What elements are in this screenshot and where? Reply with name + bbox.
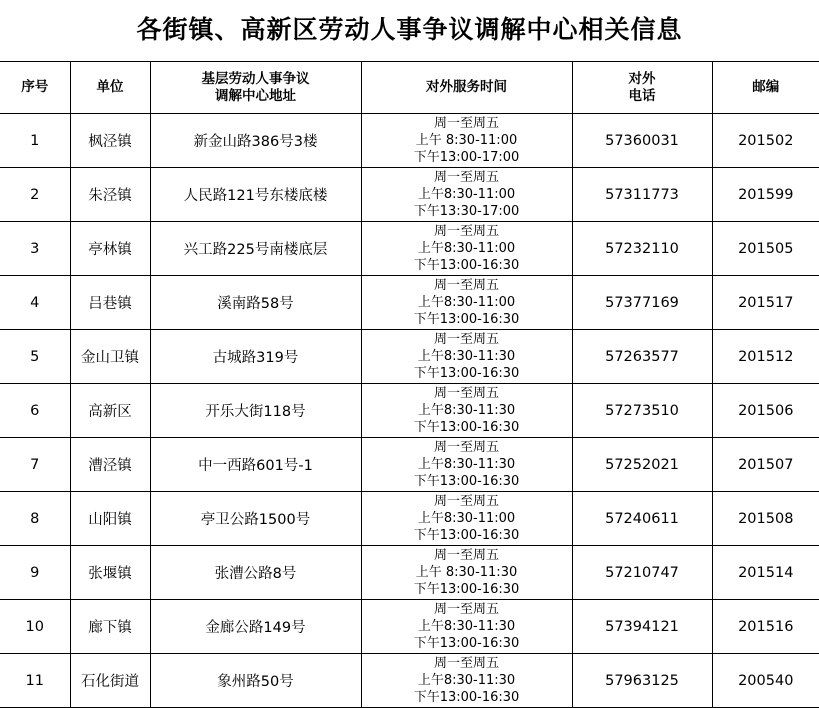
row-index: 3: [0, 222, 70, 276]
row-index: 6: [0, 384, 70, 438]
row-address: 新金山路386号3楼: [150, 114, 361, 168]
row-address: 张漕公路8号: [150, 546, 361, 600]
row-hours-am: 上午8:30-11:30: [417, 457, 516, 472]
row-hours: [361, 654, 572, 708]
row-postcode: 201506: [712, 384, 819, 438]
row-hours-am: 上午8:30-11:00: [417, 241, 516, 256]
row-hours-days: 周一至周五: [433, 386, 499, 401]
row-hours: [361, 276, 572, 330]
table-row: [0, 384, 819, 438]
row-hours: [361, 330, 572, 384]
row-phone: 57263577: [572, 330, 712, 384]
header-index: 序号: [0, 62, 70, 114]
row-index: 11: [0, 654, 70, 708]
row-address: 开乐大街118号: [150, 384, 361, 438]
row-hours-pm: 下午13:00-16:30: [413, 312, 520, 327]
row-hours-pm: 下午13:00-16:30: [413, 582, 520, 597]
row-hours: [361, 114, 572, 168]
row-address: 中一西路601号-1: [150, 438, 361, 492]
table-row: [0, 438, 819, 492]
row-unit: 枫泾镇: [70, 114, 150, 168]
header-unit: 单位: [70, 62, 150, 114]
row-address: 金廊公路149号: [150, 600, 361, 654]
row-unit: 朱泾镇: [70, 168, 150, 222]
table-row: [0, 168, 819, 222]
row-index: 8: [0, 492, 70, 546]
row-postcode: 201514: [712, 546, 819, 600]
row-hours-pm: 下午13:00-16:30: [413, 528, 520, 543]
row-hours-days: 周一至周五: [433, 548, 499, 563]
header-postcode: 邮编: [712, 62, 819, 114]
row-hours: [361, 222, 572, 276]
row-postcode: 200540: [712, 654, 819, 708]
row-postcode: 201517: [712, 276, 819, 330]
row-hours-days: 周一至周五: [433, 278, 499, 293]
table-row: [0, 222, 819, 276]
row-hours-am: 上午8:30-11:30: [417, 349, 516, 364]
row-phone: 57360031: [572, 114, 712, 168]
row-phone: 57377169: [572, 276, 712, 330]
row-phone: 57311773: [572, 168, 712, 222]
row-hours-am: 上午 8:30-11:00: [415, 133, 518, 148]
row-hours-am: 上午8:30-11:30: [417, 673, 516, 688]
row-hours-pm: 下午13:00-16:30: [413, 258, 520, 273]
row-unit: 亭林镇: [70, 222, 150, 276]
row-unit: 山阳镇: [70, 492, 150, 546]
row-address: 古城路319号: [150, 330, 361, 384]
row-unit: 金山卫镇: [70, 330, 150, 384]
row-hours-days: 周一至周五: [433, 494, 499, 509]
row-phone: 57252021: [572, 438, 712, 492]
row-phone: 57963125: [572, 654, 712, 708]
row-hours: [361, 438, 572, 492]
row-hours-days: 周一至周五: [433, 332, 499, 347]
header-phone-line2: 电话: [628, 87, 656, 104]
row-postcode: 201502: [712, 114, 819, 168]
row-postcode: 201505: [712, 222, 819, 276]
row-hours: [361, 600, 572, 654]
row-unit: 吕巷镇: [70, 276, 150, 330]
row-hours-am: 上午8:30-11:00: [417, 511, 516, 526]
header-address: [150, 62, 361, 114]
row-postcode: 201512: [712, 330, 819, 384]
row-phone: 57394121: [572, 600, 712, 654]
row-postcode: 201599: [712, 168, 819, 222]
row-index: 10: [0, 600, 70, 654]
row-hours: [361, 384, 572, 438]
table-row: [0, 600, 819, 654]
row-hours-pm: 下午13:00-17:00: [413, 150, 520, 165]
row-unit: 张堰镇: [70, 546, 150, 600]
row-hours-pm: 下午13:00-16:30: [413, 366, 520, 381]
row-hours-am: 上午8:30-11:00: [417, 187, 516, 202]
row-hours: [361, 546, 572, 600]
row-hours-days: 周一至周五: [433, 170, 499, 185]
row-hours-days: 周一至周五: [433, 440, 499, 455]
row-hours-pm: 下午13:00-16:30: [413, 474, 520, 489]
row-hours-am: 上午8:30-11:30: [417, 619, 516, 634]
header-hours: 对外服务时间: [361, 62, 572, 114]
table-header-row: [0, 62, 819, 114]
table-row: [0, 114, 819, 168]
row-phone: 57232110: [572, 222, 712, 276]
row-unit: 高新区: [70, 384, 150, 438]
header-phone: [572, 62, 712, 114]
table-row: [0, 276, 819, 330]
header-phone-line1: 对外: [628, 70, 656, 87]
table-row: [0, 330, 819, 384]
row-unit: 石化街道: [70, 654, 150, 708]
header-address-line1: 基层劳动人事争议: [201, 70, 310, 87]
row-address: 兴工路225号南楼底层: [150, 222, 361, 276]
row-index: 7: [0, 438, 70, 492]
row-hours: [361, 492, 572, 546]
row-postcode: 201516: [712, 600, 819, 654]
row-hours-am: 上午8:30-11:00: [417, 295, 516, 310]
header-address-line2: 调解中心地址: [215, 87, 296, 104]
row-hours-pm: 下午13:00-16:30: [413, 420, 520, 435]
row-hours-days: 周一至周五: [433, 602, 499, 617]
row-postcode: 201507: [712, 438, 819, 492]
row-address: 亭卫公路1500号: [150, 492, 361, 546]
row-unit: 漕泾镇: [70, 438, 150, 492]
row-address: 人民路121号东楼底楼: [150, 168, 361, 222]
table-row: [0, 546, 819, 600]
row-postcode: 201508: [712, 492, 819, 546]
row-address: 溪南路58号: [150, 276, 361, 330]
table-row: [0, 654, 819, 708]
row-index: 1: [0, 114, 70, 168]
row-hours-am: 上午 8:30-11:30: [415, 565, 518, 580]
row-hours-pm: 下午13:30-17:00: [413, 204, 520, 219]
row-index: 2: [0, 168, 70, 222]
row-hours-days: 周一至周五: [433, 116, 499, 131]
row-hours-pm: 下午13:00-16:30: [413, 636, 520, 651]
row-phone: 57240611: [572, 492, 712, 546]
row-hours-days: 周一至周五: [433, 656, 499, 671]
row-hours-days: 周一至周五: [433, 224, 499, 239]
row-index: 9: [0, 546, 70, 600]
row-address: 象州路50号: [150, 654, 361, 708]
table-row: [0, 492, 819, 546]
row-hours-pm: 下午13:00-16:30: [413, 690, 520, 705]
row-index: 5: [0, 330, 70, 384]
info-table: [0, 61, 819, 708]
row-phone: 57273510: [572, 384, 712, 438]
page-title: 各街镇、高新区劳动人事争议调解中心相关信息: [136, 15, 683, 44]
row-hours: [361, 168, 572, 222]
row-hours-am: 上午8:30-11:30: [417, 403, 516, 418]
row-phone: 57210747: [572, 546, 712, 600]
row-unit: 廊下镇: [70, 600, 150, 654]
row-index: 4: [0, 276, 70, 330]
